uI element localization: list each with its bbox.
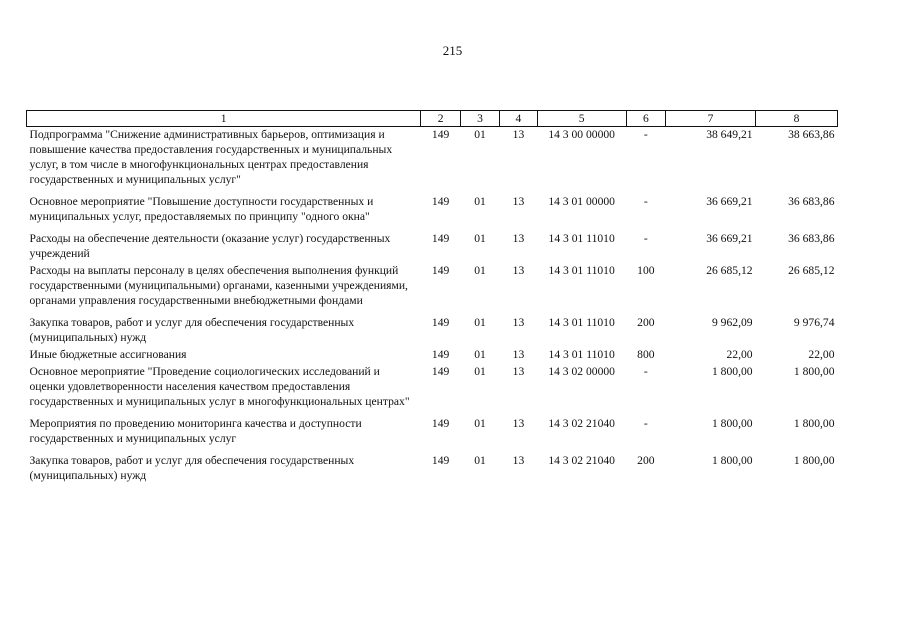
row-target-article: 14 3 02 21040 bbox=[548, 417, 615, 430]
header-col-4: 4 bbox=[500, 111, 537, 127]
row-target-article: 14 3 01 11010 bbox=[548, 232, 615, 245]
row-amount-1: 1 800,00 bbox=[711, 454, 753, 467]
row-name: Закупка товаров, работ и услуг для обеспечения государственных (муниципальных) нужд bbox=[29, 454, 355, 482]
header-col-8: 8 bbox=[756, 111, 838, 127]
row-ministry: 149 bbox=[431, 264, 450, 277]
header-col-6: 6 bbox=[626, 111, 665, 127]
row-subsection: 13 bbox=[512, 417, 525, 430]
row-section: 01 bbox=[474, 128, 486, 141]
row-name: Подпрограмма "Снижение административных барьеров, оптимизация и повышение качества предоставления государственных и муниципальных услуг, в том числе в многофункциональных центрах предоставления государственных и муниципальных услуг" bbox=[29, 128, 393, 186]
row-expense-type: - bbox=[643, 417, 648, 430]
table-row bbox=[27, 194, 838, 231]
row-amount-2: 1 800,00 bbox=[793, 417, 835, 430]
table-body bbox=[27, 127, 838, 491]
row-name: Иные бюджетные ассигнования bbox=[29, 348, 187, 361]
row-section: 01 bbox=[474, 454, 486, 467]
row-amount-1: 22,00 bbox=[726, 348, 753, 361]
row-amount-1: 9 962,09 bbox=[711, 316, 753, 329]
row-name: Основное мероприятие "Повышение доступности государственных и муниципальных услуг, предоставляемых по принципу "одного окна" bbox=[29, 195, 374, 223]
row-amount-2: 36 683,86 bbox=[788, 195, 835, 208]
table-row bbox=[27, 416, 838, 453]
row-section: 01 bbox=[474, 264, 486, 277]
row-subsection: 13 bbox=[512, 316, 525, 329]
row-expense-type: - bbox=[643, 128, 648, 141]
table-row bbox=[27, 347, 838, 364]
row-name: Расходы на выплаты персоналу в целях обеспечения выполнения функций государственными (муниципальными) органами, казенными учреждениями, органами управления государственными внебюджетными фондами bbox=[29, 264, 408, 307]
row-expense-type: 200 bbox=[637, 316, 655, 329]
row-section: 01 bbox=[474, 417, 486, 430]
row-subsection: 13 bbox=[512, 348, 525, 361]
row-amount-1: 36 669,21 bbox=[706, 195, 753, 208]
row-ministry: 149 bbox=[431, 128, 450, 141]
row-section: 01 bbox=[474, 365, 486, 378]
row-expense-type: 800 bbox=[637, 348, 655, 361]
row-amount-2: 22,00 bbox=[808, 348, 835, 361]
row-amount-2: 9 976,74 bbox=[793, 316, 835, 329]
row-amount-1: 26 685,12 bbox=[706, 264, 753, 277]
row-target-article: 14 3 02 21040 bbox=[548, 454, 615, 467]
row-name: Расходы на обеспечение деятельности (оказание услуг) государственных учреждений bbox=[29, 232, 391, 260]
row-section: 01 bbox=[474, 232, 486, 245]
row-target-article: 14 3 01 11010 bbox=[548, 348, 615, 361]
row-ministry: 149 bbox=[431, 316, 450, 329]
row-ministry: 149 bbox=[431, 232, 450, 245]
row-subsection: 13 bbox=[512, 195, 525, 208]
row-ministry: 149 bbox=[431, 417, 450, 430]
budget-table bbox=[26, 110, 838, 490]
row-section: 01 bbox=[474, 316, 486, 329]
row-target-article: 14 3 00 00000 bbox=[548, 128, 615, 141]
header-col-3: 3 bbox=[460, 111, 499, 127]
table-row bbox=[27, 364, 838, 416]
row-expense-type: 100 bbox=[637, 264, 655, 277]
row-ministry: 149 bbox=[431, 348, 450, 361]
row-amount-2: 36 683,86 bbox=[788, 232, 835, 245]
row-subsection: 13 bbox=[512, 128, 525, 141]
row-expense-type: - bbox=[643, 365, 648, 378]
table-header bbox=[27, 111, 838, 127]
row-amount-2: 38 663,86 bbox=[788, 128, 835, 141]
header-col-1: 1 bbox=[27, 111, 421, 127]
header-col-2: 2 bbox=[421, 111, 460, 127]
table-row bbox=[27, 231, 838, 263]
row-target-article: 14 3 01 00000 bbox=[548, 195, 615, 208]
row-subsection: 13 bbox=[512, 365, 525, 378]
row-subsection: 13 bbox=[512, 454, 525, 467]
row-section: 01 bbox=[474, 348, 486, 361]
row-name: Мероприятия по проведению мониторинга качества и доступности государственных и муниципальных услуг bbox=[29, 417, 362, 445]
page-number: 215 bbox=[442, 43, 463, 58]
table-row bbox=[27, 453, 838, 490]
row-section: 01 bbox=[474, 195, 486, 208]
row-expense-type: - bbox=[643, 232, 648, 245]
row-target-article: 14 3 01 11010 bbox=[548, 316, 615, 329]
table-row bbox=[27, 127, 838, 195]
row-ministry: 149 bbox=[431, 454, 450, 467]
row-target-article: 14 3 01 11010 bbox=[548, 264, 615, 277]
row-amount-2: 1 800,00 bbox=[793, 365, 835, 378]
row-subsection: 13 bbox=[512, 264, 525, 277]
row-subsection: 13 bbox=[512, 232, 525, 245]
header-row bbox=[27, 111, 838, 127]
row-ministry: 149 bbox=[431, 365, 450, 378]
row-amount-1: 1 800,00 bbox=[711, 365, 753, 378]
header-col-7: 7 bbox=[666, 111, 756, 127]
row-amount-2: 26 685,12 bbox=[788, 264, 835, 277]
header-col-5: 5 bbox=[537, 111, 626, 127]
row-expense-type: 200 bbox=[637, 454, 655, 467]
row-name: Закупка товаров, работ и услуг для обеспечения государственных (муниципальных) нужд bbox=[29, 316, 355, 344]
row-name: Основное мероприятие "Проведение социологических исследований и оценки удовлетворенности населения качеством предоставления государственных и муниципальных услуг в многофункциональных центрах" bbox=[29, 365, 410, 408]
row-expense-type: - bbox=[643, 195, 648, 208]
row-ministry: 149 bbox=[431, 195, 450, 208]
table-row bbox=[27, 263, 838, 315]
table-row bbox=[27, 315, 838, 347]
row-amount-2: 1 800,00 bbox=[793, 454, 835, 467]
row-amount-1: 1 800,00 bbox=[711, 417, 753, 430]
row-target-article: 14 3 02 00000 bbox=[548, 365, 615, 378]
row-amount-1: 36 669,21 bbox=[706, 232, 753, 245]
row-amount-1: 38 649,21 bbox=[706, 128, 753, 141]
